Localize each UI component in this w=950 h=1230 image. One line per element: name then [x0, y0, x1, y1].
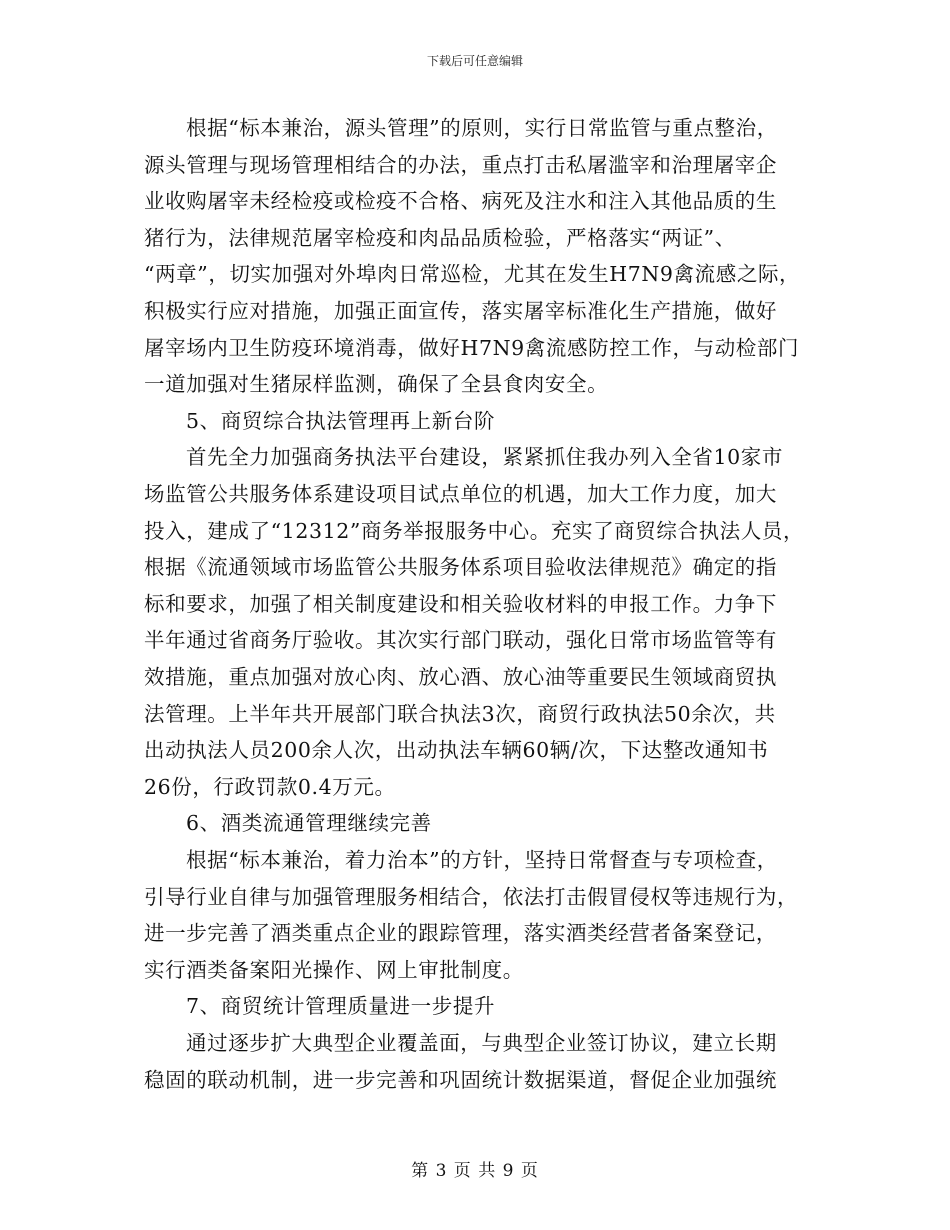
text-line: 效措施，重点加强对放心肉、放心酒、放心油等重要民生领域商贸执: [144, 665, 777, 689]
text-line: 出动执法人员200余人次，出动执法车辆60辆/次，下达整改通知书: [144, 738, 769, 763]
text-line: 6、酒类流通管理继续完善: [186, 811, 432, 836]
text-line: 5、商贸综合执法管理再上新台阶: [186, 408, 496, 433]
text-line: 场监管公共服务体系建设项目试点单位的机遇，加大工作力度，加大: [144, 482, 777, 506]
text-line: 通过逐步扩大典型企业覆盖面，与典型企业签订协议，建立长期: [186, 1031, 777, 1055]
text-line: 根据“标本兼治，着力治本”的方针，坚持日常督查与专项检查，: [186, 848, 778, 872]
text-line: 法管理。上半年共开展部门联合执法3次，商贸行政执法50余次，共: [144, 701, 776, 726]
text-line: “两章”，切实加强对外埠肉日常巡检，尤其在发生H7N9禽流感之际，: [144, 262, 801, 287]
text-line: 根据“标本兼治，源头管理”的原则，实行日常监管与重点整治，: [186, 116, 778, 140]
text-line: 标和要求，加强了相关制度建设和相关验收材料的申报工作。力争下: [144, 591, 777, 616]
text-line: 源头管理与现场管理相结合的办法，重点打击私屠滥宰和治理屠宰企: [144, 152, 777, 177]
text-line: 7、商贸统计管理质量进一步提升: [186, 994, 496, 1019]
page-footer: 第 3 页 共 9 页: [411, 1161, 539, 1181]
text-line: 首先全力加强商务执法平台建设，紧紧抓住我办列入全省10家市: [186, 445, 783, 470]
text-line: 稳固的联动机制，进一步完善和巩固统计数据渠道，督促企业加强统: [144, 1067, 777, 1092]
text-line: 半年通过省商务厅验收。其次实行部门联动，强化日常市场监管等有: [144, 628, 777, 653]
text-line: 进一步完善了酒类重点企业的跟踪管理，落实酒类经营者备案登记，: [144, 921, 777, 946]
text-line: 实行酒类备案阳光操作、网上审批制度。: [144, 957, 524, 982]
text-line: 根据《流通领域市场监管公共服务体系项目验收法律规范》确定的指: [144, 555, 777, 580]
text-line: 业收购屠宰未经检疫或检疫不合格、病死及注水和注入其他品质的生: [144, 189, 777, 214]
text-line: 积极实行应对措施，加强正面宣传，落实屠宰标准化生产措施，做好: [144, 299, 777, 323]
page-header: 下载后可任意编辑: [426, 54, 523, 68]
text-line: 26份，行政罚款0.4万元。: [144, 774, 396, 799]
text-line: 一道加强对生猪尿样监测，确保了全县食肉安全。: [144, 372, 609, 397]
text-line: 引导行业自律与加强管理服务相结合，依法打击假冒侵权等违规行为，: [144, 884, 799, 909]
text-line: 猪行为，法律规范屠宰检疫和肉品品质检验，严格落实“两证”、: [144, 225, 736, 250]
text-line: 投入，建成了“12312”商务举报服务中心。充实了商贸综合执法人员，: [144, 518, 805, 543]
text-line: 屠宰场内卫生防疫环境消毒，做好H7N9禽流感防控工作，与动检部门: [144, 335, 800, 360]
